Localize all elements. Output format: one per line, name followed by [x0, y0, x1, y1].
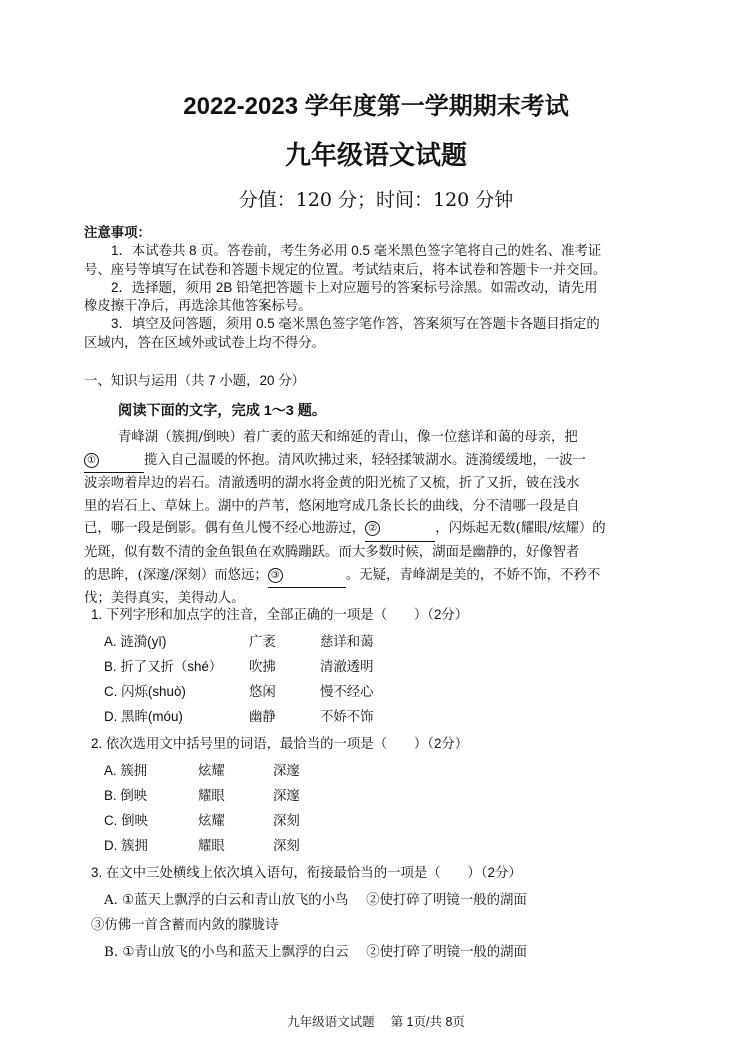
passage-line: 波亲吻着岸边的岩石。清澈透明的湖水将金黄的阳光梳了又梳，折了又折，铍在浅水	[84, 476, 580, 492]
q1-option-c-word3: 慢不经心	[320, 684, 374, 699]
notes-line: 橡皮擦干净后，再选涂其他答案标号。	[84, 298, 312, 314]
question-2-stem: 2. 依次选用文中括号里的词语，最恰当的一项是（ ）（2分）	[91, 736, 469, 751]
q1-option-d: D. 黑眸(móu)	[104, 709, 183, 724]
passage-line	[84, 565, 606, 589]
passage-line: 伐；美得真实，美得动人。	[84, 591, 245, 607]
page-footer: 九年级语文试题 第 1页/共 8页	[287, 1015, 465, 1029]
q2-option-a: A. 簇拥	[104, 763, 148, 778]
reading-passage	[84, 427, 606, 611]
q3-option-b: B. ①青山放飞的小鸟和蓝天上飘浮的白云 ②使打碎了明镜一般的湖面	[104, 945, 527, 960]
q2-option-c: C. 倒映	[104, 813, 148, 828]
q3-option-a: A. ①蓝天上飘浮的白云和青山放飞的小鸟 ②使打碎了明镜一般的湖面	[104, 893, 527, 908]
q3-option-a-continued: ③仿佛一首含蓄而内敛的朦胧诗	[91, 918, 279, 933]
notes-line: 3．填空及问答题，须用 0.5 毫米黑色签字笔作答，答案须写在答题卡各题目指定的	[111, 316, 600, 332]
reading-instruction: 阅读下面的文字，完成 1～3 题。	[118, 403, 327, 419]
q1-option-a-word2: 广袤	[249, 634, 276, 649]
q1-option-d-word2: 幽静	[249, 709, 276, 724]
q2-option-b: B. 倒映	[104, 788, 148, 803]
notes-section	[84, 224, 606, 352]
passage-text: 已，哪一段是倒影。偶有鱼儿慢不经心地游过，	[84, 521, 366, 537]
q2-option-c-word2: 炫耀	[198, 813, 225, 828]
q1-option-d-word3: 不娇不饰	[320, 709, 374, 724]
q1-option-a: A. 涟漪(yī)	[104, 634, 167, 649]
q1-option-b-word2: 吹拂	[249, 659, 276, 674]
q2-option-a-word3: 深邃	[273, 763, 300, 778]
passage-text: 的思眸，(深邃/深刻）而悠远；	[84, 567, 268, 583]
notes-line: 1．本试卷共 8 页。答卷前，考生务必用 0.5 毫米黑色签字笔将自己的姓名、准考证	[111, 243, 602, 259]
q2-option-d-word3: 深刻	[273, 838, 300, 853]
passage-text: ，闪烁起无数(耀眼/炫耀）的	[435, 521, 606, 537]
notes-line: 号、座号等填写在试卷和答题卡规定的位置。考试结束后，将本试卷和答题卡一并交回。	[84, 261, 607, 277]
score-and-time: 分值：120 分；时间：120 分钟	[238, 189, 514, 211]
passage-text: 。无疑，青峰湖是美的，不娇不饰，不矜不	[345, 567, 601, 583]
passage-text: 揽入自己温暖的怀抱。清风吹拂过来，轻轻揉皱湖水。涟漪缓缓地，一波一	[144, 452, 586, 468]
q2-option-d-word2: 耀眼	[198, 838, 225, 853]
q2-option-d: D. 簇拥	[104, 838, 148, 853]
passage-line	[84, 450, 606, 474]
exam-subject-title: 九年级语文试题	[284, 140, 467, 170]
passage-line: 光斑，似有数不清的金鱼银鱼在欢腾蹦跃。而大多数时候，湖面是幽静的，好像智者	[84, 544, 580, 560]
q2-option-b-word3: 深邃	[273, 788, 300, 803]
question-1-stem: 1. 下列字形和加点字的注音，全部正确的一项是（ ）（2分）	[91, 607, 469, 622]
notes-heading: 注意事项：	[84, 225, 151, 240]
passage-line	[84, 518, 606, 542]
q1-option-b: B. 折了又折（shé）	[104, 659, 223, 674]
q2-option-c-word3: 深刻	[273, 813, 300, 828]
q2-option-a-word2: 炫耀	[198, 763, 225, 778]
question-3-stem: 3. 在文中三处横线上依次填入语句，衔接最恰当的一项是（ ）（2分）	[91, 865, 522, 880]
notes-line: 区域内，答在区域外或试卷上均不得分。	[84, 334, 326, 350]
exam-title: 2022-2023 学年度第一学期期末考试	[183, 93, 569, 120]
blank-number-3: ③	[268, 568, 283, 583]
blank-number-2: ②	[365, 521, 380, 536]
passage-line: 里的岩石上、草妹上。湖中的芦苇，悠闲地穹成几条长长的曲线，分不清哪一段是自	[84, 498, 580, 514]
q1-option-c: C. 闪烁(shuò)	[104, 684, 186, 699]
q1-option-c-word2: 悠闲	[249, 684, 276, 699]
q2-option-b-word2: 耀眼	[198, 788, 225, 803]
passage-line: 青峰湖（簇拥/倒映）着广袤的蓝天和绵延的青山，像一位慈详和蔼的母亲，把	[118, 430, 578, 445]
q1-option-a-word3: 慈详和蔼	[320, 634, 374, 649]
q1-option-b-word3: 清澈透明	[320, 659, 374, 674]
blank-number-1: ①	[84, 453, 99, 468]
notes-line: 2．选择题，须用 2B 铅笔把答题卡上对应题号的答案标号涂黑。如需改动，请先用	[111, 279, 598, 295]
section-heading: 一、知识与运用（共 7 小题，20 分）	[84, 373, 305, 388]
